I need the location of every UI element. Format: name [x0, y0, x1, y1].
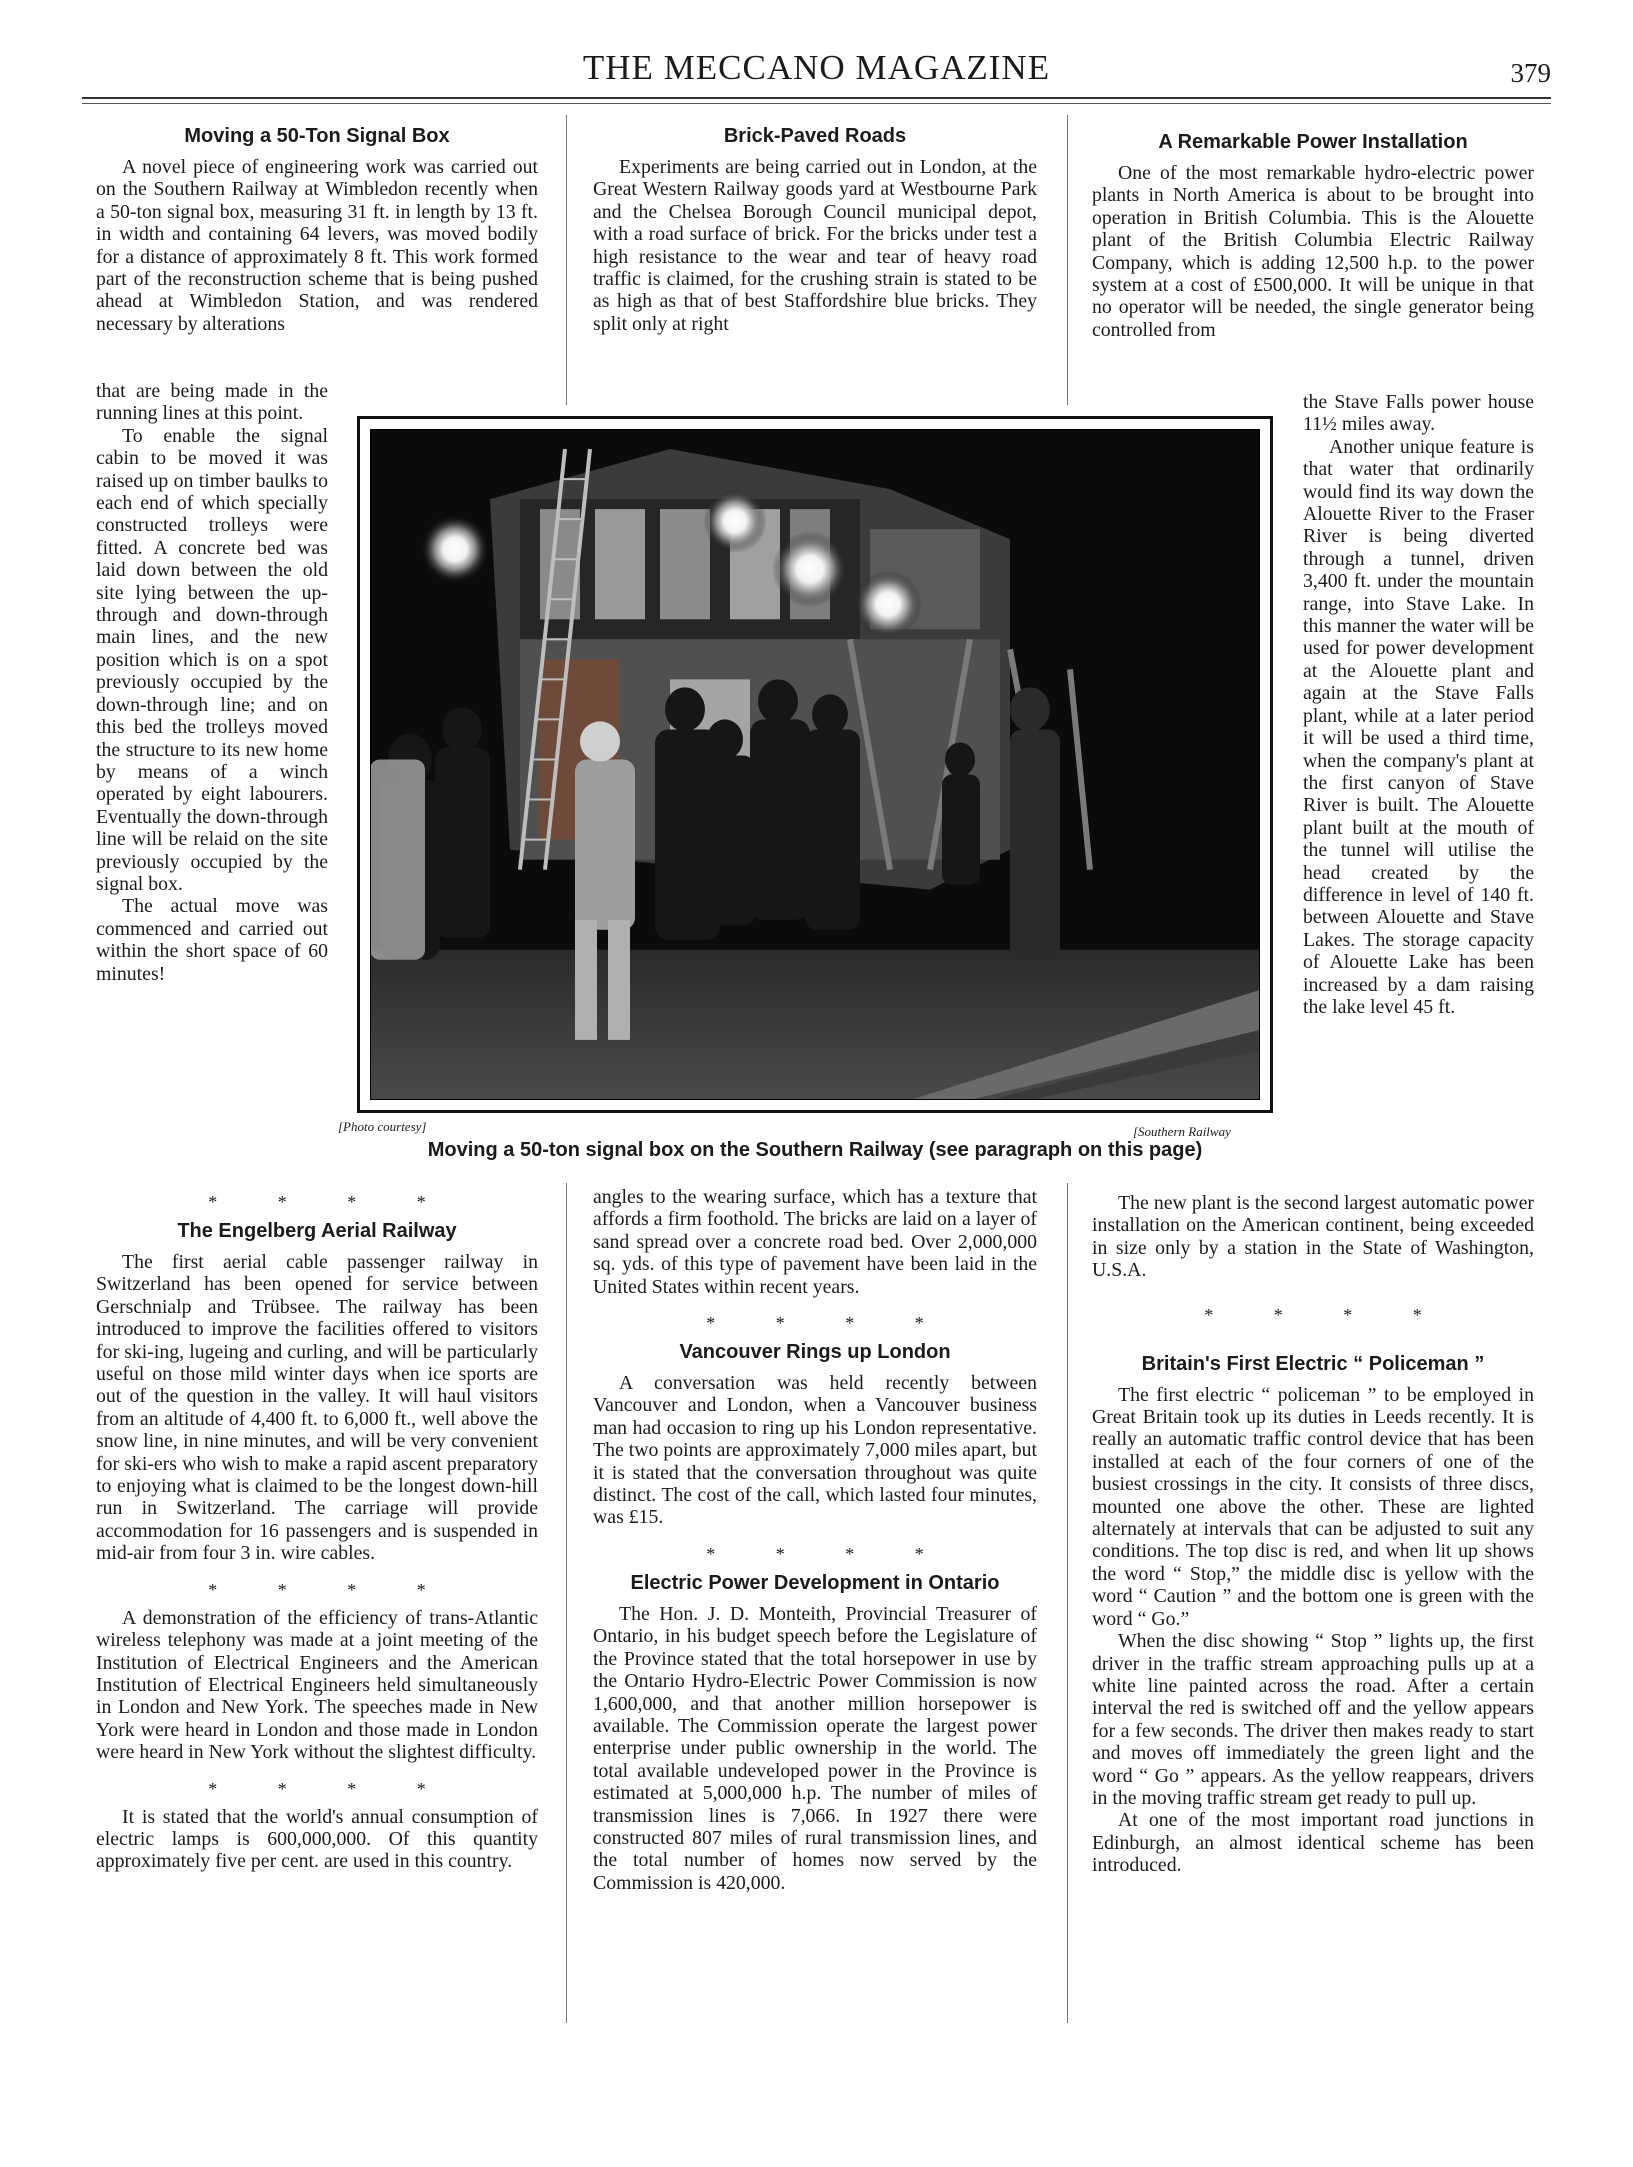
night-scene-illustration [370, 429, 1260, 1100]
paragraph: Experiments are being carried out in London, at the Great Western Railway goods yard at Westbourne Park and the Chelsea Borough Council municipal depot, with a road surface of brick. For the bricks under test a high resistance to the wear and tear of heavy road traffic is claimed, for the crushing strain is stated to be as high as that of best Staffordshire blue bricks. They split only at right [593, 156, 1037, 335]
heading-brick-roads: Brick-Paved Roads [723, 125, 907, 147]
column-rule [1067, 1183, 1068, 2023]
photo-caption: Moving a 50-ton signal box on the Southern Railway (see paragraph on this page) [427, 1139, 1203, 1161]
paragraph: At one of the most important road junctions in Edinburgh, an almost identical scheme has been introduced. [1092, 1809, 1534, 1877]
header-rule-thin [82, 103, 1551, 104]
heading-power-installation: A Remarkable Power Installation [1158, 131, 1468, 153]
article-signal-box [96, 124, 538, 335]
article-signal-box-cont [96, 380, 328, 985]
paragraph: the Stave Falls power house 11½ miles away. [1303, 391, 1534, 436]
paragraph: It is stated that the world's annual consumption of electric lamps is 600,000,000. Of this quantity approximately five per cent. are used in this country. [96, 1805, 538, 1873]
paragraph: To enable the signal cabin to be moved it was raised up on timber baulks to each end of which specially constructed trolleys were fitted. A concrete bed was laid down between the old site lying between the up-through and down-through main lines, and the new position which is on a spot previously occupied by the down-through line; and on this bed the trolleys moved the structure to its new home by means of a winch operated by eight labourers. Eventually the down-through line will be relaid on the site previously occupied by the signal box. [96, 424, 328, 895]
paragraph: The first aerial cable passenger railway in Switzerland has been opened for service between Gerschnialp and Trübsee. The railway has been introduced to improve the facilities offered to visitors for ski-ing, lugeing and curling, and will be particularly useful on those mild winter days when ice sports are out of the question in the valley. It will haul visitors from an altitude of 4,400 ft. to 6,000 ft., well above the snow line, in nine minutes, and will be very convenient for ski-ers who wish to make a rapid ascent preparatory to enjoying what is claimed to be the longest down-hill run in Switzerland. The carriage will provide accommodation for 16 passengers and is suspended in mid-air from four 3 in. wire cables. [96, 1251, 538, 1565]
paragraph: A novel piece of engineering work was carried out on the Southern Railway at Wimbledon recently when a 50-ton signal box, measuring 31 ft. in length by 13 ft. in width and containing 64 levers, was moved bodily for a distance of approximately 8 ft. This work formed part of the reconstruction scheme that is being pushed ahead at Wimbledon Station, and was rendered necessary by alterations [96, 156, 538, 335]
column-rule [566, 1183, 567, 2023]
heading-signal-box: Moving a 50-Ton Signal Box [184, 125, 450, 147]
paragraph: When the disc showing “ Stop ” lights up, the first driver in the traffic stream approaching pulls up at a white line painted across the road. After a certain interval the red is switched off and the yellow appears for a few seconds. The driver then makes ready to start and moves off immediately the green light and the word “ Go ” appears. As the yellow reappears, drivers in the moving traffic stream get ready to pull up. [1092, 1630, 1534, 1809]
column-two-bottom [593, 1186, 1037, 1894]
paragraph: One of the most remarkable hydro-electric power plants in North America is about to be brought into operation in British Columbia. This is the Alouette plant of the British Columbia Electric Railway Company, which is adding 12,500 h.p. to the power system at a cost of £500,000. It will be unique in that no operator will be needed, the single generator being controlled from [1092, 162, 1534, 341]
section-divider: * * * * [208, 1192, 454, 1212]
heading-vancouver: Vancouver Rings up London [679, 1341, 951, 1364]
photo-credit-right: [Southern Railway [1133, 1124, 1231, 1139]
paragraph: The actual move was commenced and carried out within the short space of 60 minutes! [96, 895, 328, 985]
paragraph: that are being made in the running lines at this point. [96, 380, 328, 425]
paragraph: angles to the wearing surface, which has a texture that affords a firm foothold. The bricks are laid on a layer of sand spread over a concrete road bed. Over 2,000,000 sq. yds. of this type of pavement have been laid in the United States within recent years. [593, 1186, 1037, 1298]
section-divider: * * * * [208, 1579, 454, 1600]
page-number: 379 [1510, 58, 1551, 88]
column-one-bottom [96, 1177, 538, 1873]
paragraph: A demonstration of the efficiency of trans-Atlantic wireless telephony was made at a joint meeting of the Institution of Electrical Engineers and the American Institution of Electrical Engineers held simultaneously in London and New York. The speeches made in New York were heard in London and those made in London were heard in New York without the slightest difficulty. [96, 1606, 538, 1764]
article-power-installation-cont [1303, 391, 1534, 1018]
section-divider: * * * * [208, 1778, 454, 1799]
section-divider: * * * * [1204, 1304, 1450, 1325]
signal-box-photo [357, 416, 1273, 1113]
heading-engelberg: The Engelberg Aerial Railway [177, 1220, 457, 1242]
heading-policeman: Britain's First Electric “ Policeman ” [1141, 1352, 1485, 1375]
masthead [0, 48, 1633, 98]
section-divider: * * * * [706, 1543, 952, 1564]
paragraph: The new plant is the second largest automatic power installation on the American continent, being exceeded in size only by a station in the State of Washington, U.S.A. [1092, 1192, 1534, 1282]
photo-image [370, 429, 1260, 1100]
column-rule [1067, 115, 1068, 405]
photo-credit-left: [Photo courtesy] [338, 1119, 427, 1134]
column-rule [566, 115, 567, 405]
article-power-installation [1092, 130, 1534, 341]
paragraph: The first electric “ policeman ” to be employed in Great Britain took up its duties in Leeds recently. It is really an automatic traffic control device that has been installed at each of the four corners of one of the busiest crossings in the city. It consists of three discs, mounted one above the other. These are lighted alternately at intervals that can be adjusted to suit any conditions. The top disc is red, and when lit up shows the word “ Stop,” the middle disc is yellow with the word “ Caution ” and the bottom one is green with the word “ Go.” [1092, 1383, 1534, 1630]
magazine-title: THE MECCANO MAGAZINE [582, 48, 1051, 87]
heading-ontario: Electric Power Development in Ontario [630, 1571, 1000, 1594]
section-divider: * * * * [706, 1313, 952, 1334]
header-rule [82, 97, 1551, 99]
article-brick-roads [593, 124, 1037, 335]
column-three-bottom [1092, 1192, 1534, 1877]
paragraph: The Hon. J. D. Monteith, Provincial Treasurer of Ontario, in his budget speech before the Legislature of the Province stated that the total horsepower in use by the Ontario Hydro-Electric Power Commission is now 1,600,000, and that another million horsepower is available. The Commission operate the largest power enterprise under public ownership in the world. The total available undeveloped power in the Province is estimated at 5,000,000 h.p. The number of miles of transmission lines is 7,066. In 1927 there were constructed 807 miles of rural transmission lines, and the total number of homes now served by the Commission is 420,000. [593, 1602, 1037, 1894]
paragraph: A conversation was held recently between Vancouver and London, when a Vancouver business man had occasion to ring up his London representative. The two points are approximately 7,000 miles apart, but it is stated that the conversation throughout was quite distinct. The cost of the call, which lasted four minutes, was £15. [593, 1372, 1037, 1529]
paragraph: Another unique feature is that water that ordinarily would find its way down the Alouette River to the Fraser River is being diverted through a tunnel, driven 3,400 ft. under the mountain range, into Stave Lake. In this manner the water will be used for power development at the Alouette plant and again at the Stave Falls plant, while at a later period it will be used a third time, when the company's plant at the first canyon of Stave River is built. The Alouette plant built at the mouth of the tunnel will utilise the head created by the difference in level of 140 ft. between Alouette and Stave Lakes. The storage capacity of Alouette Lake has been increased by a dam raising the lake level 45 ft. [1303, 435, 1534, 1018]
